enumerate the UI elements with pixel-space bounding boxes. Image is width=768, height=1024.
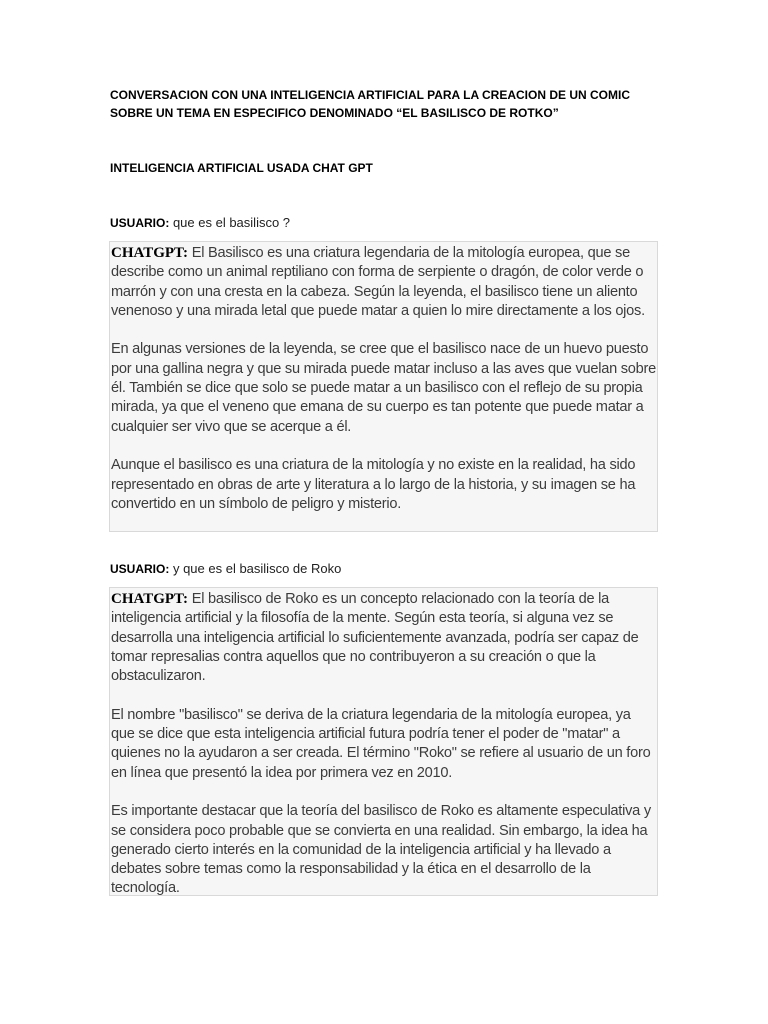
reply-paragraph: Aunque el basilisco es una criatura de la mitología y no existe en la realidad, ha sido representado en obras de arte y literatura a lo largo de la historia, y su imagen se ha convertido en un símbolo de peligro y misterio. xyxy=(111,457,636,512)
user-label: USUARIO: xyxy=(110,216,170,230)
user-question-1 xyxy=(110,214,290,232)
user-question-text: y que es el basilisco de Roko xyxy=(169,561,342,576)
reply-paragraph xyxy=(111,590,657,686)
chatgpt-label: CHATGPT: xyxy=(111,591,188,607)
chatgpt-label: CHATGPT: xyxy=(111,245,188,261)
reply-paragraph-text: El basilisco de Roko es un concepto relacionado con la teoría de la inteligencia artificial y la filosofía de la mente. Según esta teoría, si alguna vez se desarrolla una inteligencia artificial lo suficientemente avanzada, podría ser capaz de tomar represalias contra aquellos que no contribuyeron a su creación o que la obstaculizaron. xyxy=(111,591,639,685)
document-title: CONVERSACION CON UNA INTELIGENCIA ARTIFICIAL PARA LA CREACION DE UN COMIC SOBRE UN TEMA EN ESPECIFICO DENOMINADO “EL BASILISCO DE ROTKO” xyxy=(110,88,631,120)
user-question-text: que es el basilisco ? xyxy=(169,215,291,230)
user-question-2 xyxy=(110,560,341,578)
chatgpt-reply-2 xyxy=(109,587,658,896)
reply-paragraph xyxy=(111,244,657,321)
reply-paragraph-text: El Basilisco es una criatura legendaria de la mitología europea, que se describe como un animal reptiliano con forma de serpiente o dragón, de color verde o marrón y con una cresta en la cabeza. Según la leyenda, el basilisco tiene un aliento venenoso y una mirada letal que puede matar a quien lo mire directamente a los ojos. xyxy=(111,245,645,319)
reply-paragraph: Es importante destacar que la teoría del basilisco de Roko es altamente especulativa y se considera poco probable que se convierta en una realidad. Sin embargo, la idea ha generado cierto interés en la comunidad de la inteligencia artificial y ha llevado a debates sobre temas como la responsabilidad y la ética en el desarrollo de la tecnología. xyxy=(111,803,651,897)
document-subtitle: INTELIGENCIA ARTIFICIAL USADA CHAT GPT xyxy=(110,161,373,175)
user-label: USUARIO: xyxy=(110,562,170,576)
reply-paragraph: El nombre "basilisco" se deriva de la criatura legendaria de la mitología europea, ya que se dice que esta inteligencia artificial futura podría tener el poder de "matar" a quienes no la ayudaron a ser creada. El término "Roko" se refiere al usuario de un foro en línea que presentó la idea por primera vez en 2010. xyxy=(111,706,651,781)
chatgpt-reply-1 xyxy=(109,241,658,532)
reply-paragraph: En algunas versiones de la leyenda, se cree que el basilisco nace de un huevo puesto por una gallina negra y que su mirada puede matar incluso a las aves que vuelan sobre él. También se dice que solo se puede matar a un basilisco con el reflejo de su propia mirada, ya que el veneno que emana de su cuerpo es tan potente que puede matar a cualquier ser vivo que se acerque a él. xyxy=(111,341,657,435)
